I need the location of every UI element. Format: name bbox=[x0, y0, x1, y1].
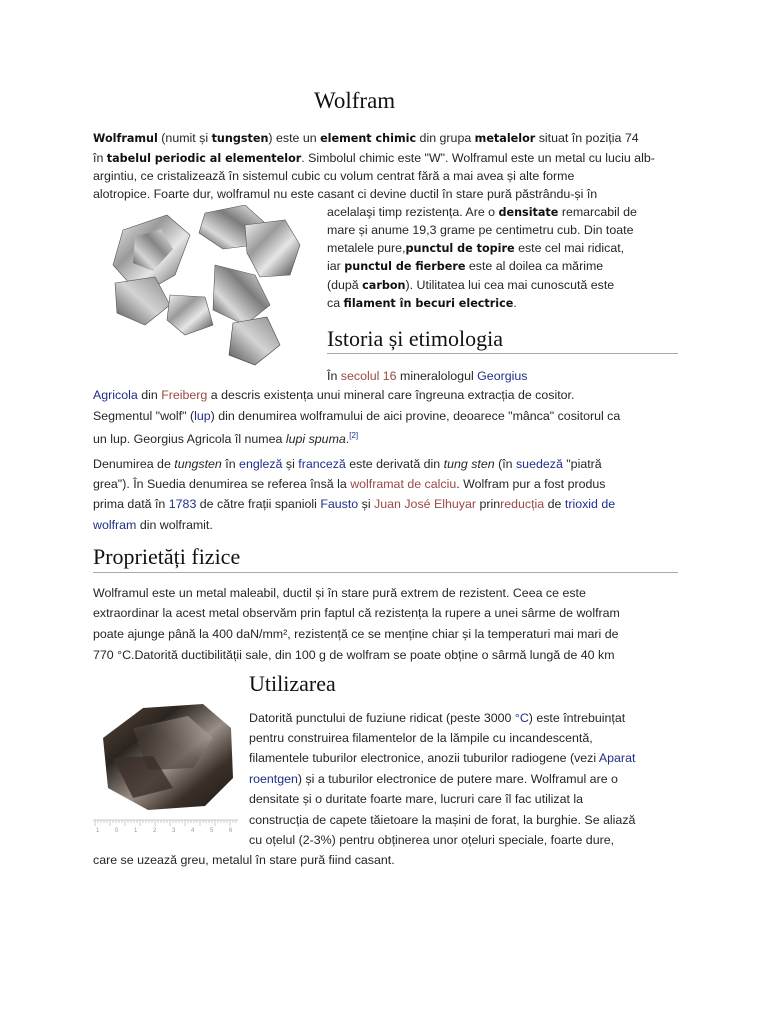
intro-line-5: acelalaşi timp rezistența. Are o densitate remarcabil de bbox=[327, 205, 637, 219]
ruler-label: 6 bbox=[229, 828, 233, 833]
ruler-label: 5 bbox=[210, 828, 214, 833]
link-secolul-16[interactable]: secolul 16 bbox=[340, 369, 397, 383]
link-fausto[interactable]: Fausto bbox=[320, 497, 359, 511]
physical-heading-rule bbox=[93, 572, 678, 573]
link-1783[interactable]: 1783 bbox=[168, 497, 197, 511]
link-juan-jose-elhuyar[interactable]: Juan José Elhuyar bbox=[374, 497, 476, 511]
intro-line-6: mare și anume 19,3 grame pe centimetru cub. Din toate bbox=[327, 223, 634, 237]
wolframite-mineral-image bbox=[93, 698, 238, 833]
link-punctul-de-topire[interactable]: punctul de topire bbox=[405, 242, 515, 255]
history-heading-rule bbox=[327, 353, 678, 354]
link-suedeza[interactable]: suedeză bbox=[515, 457, 563, 471]
physical-line-1: Wolframul este un metal maleabil, ductil și în stare pură extrem de rezistent. Ceea ce este bbox=[93, 586, 586, 600]
uses-line-2: pentru construirea filamentelor de la lămpile cu incandescentă, bbox=[249, 731, 593, 745]
link-freiberg[interactable]: Freiberg bbox=[161, 388, 208, 402]
history-p2-line-3: prima dată în 1783 de către frații spanioli Fausto și Juan José Elhuyar prinreducția de trioxid de bbox=[93, 497, 616, 511]
link-engleza[interactable]: engleză bbox=[239, 457, 283, 471]
intro-line-1: Wolframul (numit și tungsten) este un element chimic din grupa metalelor situat în poziția 74 bbox=[93, 131, 639, 145]
physical-line-4: 770 °C.Datorită ductibilității sale, din 100 g de wolfram se poate obține o sârmă lungă de 40 km bbox=[93, 648, 615, 662]
ruler-label: 0 bbox=[115, 828, 119, 833]
intro-line-10: ca filament în becuri electrice. bbox=[327, 296, 517, 310]
link-punctul-de-fierbere[interactable]: punctul de fierbere bbox=[344, 260, 466, 273]
uses-heading: Utilizarea bbox=[249, 671, 336, 696]
intro-line-8: iar punctul de fierbere este al doilea ca mărime bbox=[327, 259, 604, 273]
link-densitate[interactable]: densitate bbox=[498, 206, 559, 219]
link-wolfram[interactable]: wolfram bbox=[93, 518, 137, 532]
history-line-1: În secolul 16 mineralologul Georgius bbox=[327, 369, 528, 383]
physical-heading: Proprietăți fizice bbox=[93, 544, 241, 569]
intro-line-7: metalele pure,punctul de topire este cel mai ridicat, bbox=[327, 241, 625, 255]
link-wolframat-de-calciu[interactable]: wolframat de calciu bbox=[350, 477, 457, 491]
link-element-chimic[interactable]: element chimic bbox=[320, 132, 417, 145]
history-line-4: un lup. Georgius Agricola îl numea lupi spuma.[2] bbox=[93, 431, 359, 447]
uses-line-6: construcția de capete tăietoare la mașini de forat, la burghie. Se aliază bbox=[249, 813, 636, 827]
uses-line-5: densitate și o duritate foarte mare, lucruri care îl fac utilizat la bbox=[249, 792, 584, 806]
intro-line-2: în tabelul periodic al elementelor. Simbolul chimic este "W". Wolframul este un metal cu luciu alb- bbox=[93, 151, 655, 165]
link-filament[interactable]: filament în becuri electrice bbox=[343, 297, 514, 310]
history-line-2: Agricola din Freiberg a descris existența unui mineral care îngreuna extracția de cositor. bbox=[93, 388, 575, 402]
measurement-ruler bbox=[93, 820, 238, 833]
history-heading: Istoria și etimologia bbox=[327, 326, 503, 351]
ruler-label: 3 bbox=[172, 828, 176, 833]
uses-line-8: care se uzează greu, metalul în stare pură fiind casant. bbox=[93, 853, 395, 867]
tungsten-crystals-image bbox=[95, 205, 320, 375]
physical-line-3: poate ajunge până la 400 daN/mm², rezistență ce se menține chiar și la temperaturi mai mari de bbox=[93, 627, 619, 641]
ruler-label: 1 bbox=[134, 828, 138, 833]
page-title: Wolfram bbox=[314, 88, 396, 113]
intro-line-9: (după carbon). Utilitatea lui cea mai cunoscută este bbox=[327, 278, 615, 292]
link-lup[interactable]: lup bbox=[194, 409, 211, 423]
uses-line-3: filamentele tuburilor electronice, anozii tuburilor radiogene (vezi Aparat bbox=[249, 751, 636, 765]
link-carbon[interactable]: carbon bbox=[362, 279, 406, 292]
ruler-label: 1 bbox=[96, 828, 100, 833]
link-franceza[interactable]: franceză bbox=[298, 457, 346, 471]
link-tabelul-periodic[interactable]: tabelul periodic al elementelor bbox=[106, 152, 302, 165]
uses-line-7: cu oțelul (2-3%) pentru obținerea unor oțeluri speciale, foarte dure, bbox=[249, 833, 615, 847]
link-georgius[interactable]: Georgius bbox=[477, 369, 528, 383]
link-roentgen[interactable]: roentgen bbox=[249, 772, 298, 786]
link-aparat[interactable]: Aparat bbox=[598, 751, 636, 765]
link-agricola[interactable]: Agricola bbox=[93, 388, 138, 402]
history-line-3: Segmentul "wolf" (lup) din denumirea wolframului de aici provine, deoarece "mânca" cositorul ca bbox=[93, 409, 621, 423]
physical-line-2: extraordinar la acest metal observăm prin faptul că rezistența la rupere a unei sârme de wolfram bbox=[93, 606, 620, 620]
history-p2-line-2: grea"). În Suedia denumirea se referea însă la wolframat de calciu. Wolfram pur a fost produs bbox=[93, 477, 606, 491]
ruler-label: 2 bbox=[153, 828, 157, 833]
ruler-label: 4 bbox=[191, 828, 195, 833]
history-p2-line-1: Denumirea de tungsten în engleză și franceză este derivată din tung sten (în suedeză "piatră bbox=[93, 457, 602, 471]
link-metalelor[interactable]: metalelor bbox=[474, 132, 536, 145]
link-trioxid-de[interactable]: trioxid de bbox=[564, 497, 616, 511]
link-reductia[interactable]: reducția bbox=[500, 497, 545, 511]
uses-line-1: Datorită punctului de fuziune ridicat (peste 3000 °C) este întrebuințat bbox=[249, 711, 626, 725]
reference-2[interactable]: [2] bbox=[349, 431, 359, 440]
uses-line-4: roentgen) și a tuburilor electronice de putere mare. Wolframul are o bbox=[249, 772, 618, 786]
intro-line-4: alotropice. Foarte dur, wolframul nu este casant ci devine ductil în stare pură păstrându-și în bbox=[93, 187, 598, 201]
history-p2-line-4: wolfram din wolframit. bbox=[93, 518, 213, 532]
intro-line-3: argintiu, ce cristalizează în sistemul cubic cu volum centrat fără a mai avea și alte forme bbox=[93, 169, 575, 183]
